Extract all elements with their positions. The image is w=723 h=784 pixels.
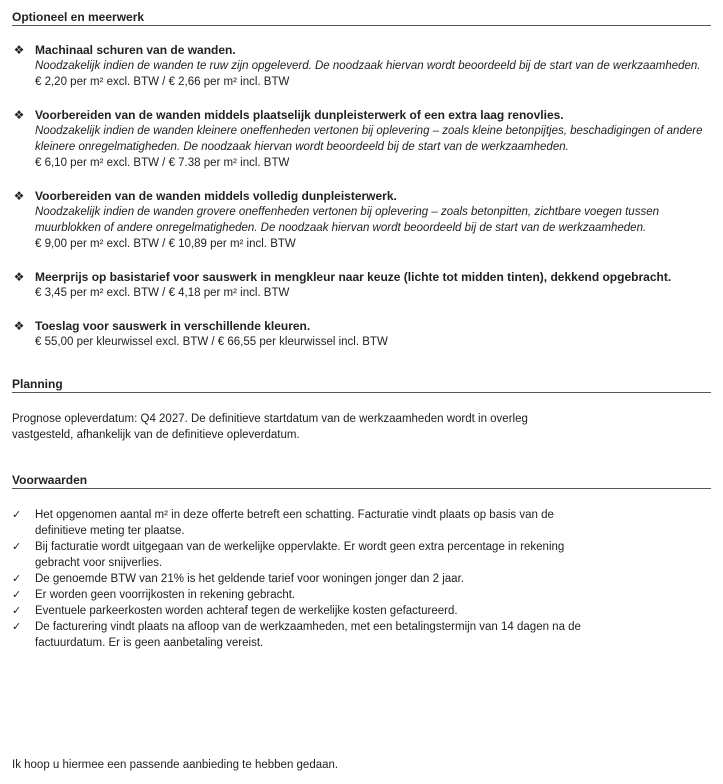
- diamond-bullet-icon: ❖: [13, 189, 25, 203]
- option-title: Toeslag voor sauswerk in verschillende kleuren.: [35, 319, 311, 333]
- condition-item: [12, 587, 711, 603]
- condition-text: Het opgenomen aantal m² in deze offerte betreft een schatting. Facturatie vindt plaats op basis van de definitieve meting ter plaatse.: [35, 509, 554, 537]
- option-title: Meerprijs op basistarief voor sauswerk in mengkleur naar keuze (lichte tot midden tinten), dekkend opgebracht.: [35, 270, 672, 284]
- condition-item: [12, 603, 711, 619]
- checkmark-icon: ✓: [12, 621, 22, 633]
- option-title: Voorbereiden van de wanden middels volledig dunpleisterwerk.: [35, 189, 397, 203]
- option-title: Voorbereiden van de wanden middels plaatselijk dunpleisterwerk of een extra laag renovlies.: [35, 108, 564, 122]
- condition-item: [12, 619, 711, 651]
- checkmark-icon: ✓: [12, 573, 22, 585]
- option-note: Noodzakelijk indien de wanden te ruw zijn opgeleverd. De noodzaak hiervan wordt beoordeeld bij de start van de werkzaamheden.: [35, 60, 701, 72]
- checkmark-icon: ✓: [12, 589, 22, 601]
- planning-heading: Planning: [12, 367, 711, 393]
- planning-section: [12, 367, 711, 443]
- condition-text: Eventuele parkeerkosten worden achteraf tegen de werkelijke kosten gefactureerd.: [35, 605, 458, 617]
- condition-text: De genoemde BTW van 21% is het geldende tarief voor woningen jonger dan 2 jaar.: [35, 573, 464, 585]
- diamond-bullet-icon: ❖: [13, 43, 25, 57]
- checkmark-icon: ✓: [12, 541, 22, 553]
- checkmark-icon: ✓: [12, 605, 22, 617]
- condition-text: Bij facturatie wordt uitgegaan van de werkelijke oppervlakte. Er wordt geen extra percentage in rekening gebracht voor snijverlies.: [35, 541, 565, 569]
- conditions-section: [12, 463, 711, 651]
- condition-item: [12, 507, 711, 539]
- condition-text: De facturering vindt plaats na afloop van de werkzaamheden, met een betalingstermijn van 14 dagen na de factuurdatum. Er is geen aanbetaling vereist.: [35, 621, 581, 649]
- options-heading: Optioneel en meerwerk: [12, 0, 711, 26]
- diamond-bullet-icon: ❖: [13, 319, 25, 333]
- condition-text: Er worden geen voorrijkosten in rekening gebracht.: [35, 589, 296, 601]
- option-item: [12, 318, 711, 350]
- option-price: € 3,45 per m² excl. BTW / € 4,18 per m² incl. BTW: [35, 287, 290, 299]
- condition-item: [12, 539, 711, 571]
- option-item: [12, 42, 711, 90]
- condition-item: [12, 571, 711, 587]
- option-price: € 2,20 per m² excl. BTW / € 2,66 per m² incl. BTW: [35, 76, 290, 88]
- option-note: Noodzakelijk indien de wanden kleinere oneffenheden vertonen bij oplevering – zoals kleine betonpijtjes, beschadigingen of andere kleinere onregelmatigheden. De noodzaak hiervan wordt beoordeeld bij de start van de werkzaamheden.: [35, 125, 703, 153]
- options-list: [12, 42, 711, 350]
- closing-text: Ik hoop u hiermee een passende aanbieding te hebben gedaan.: [12, 759, 339, 771]
- diamond-bullet-icon: ❖: [13, 270, 25, 284]
- option-note: Noodzakelijk indien de wanden grovere oneffenheden vertonen bij oplevering – zoals betonpitten, zichtbare voegen tussen muurblokken of andere onregelmatigheden. De noodzaak hiervan wordt beoordeeld bij de start van de werkzaamheden.: [35, 206, 659, 234]
- conditions-list: [12, 507, 711, 651]
- option-price: € 6,10 per m² excl. BTW / € 7.38 per m² incl. BTW: [35, 157, 290, 169]
- option-price: € 9,00 per m² excl. BTW / € 10,89 per m² incl. BTW: [35, 238, 296, 250]
- option-item: [12, 269, 711, 301]
- option-price: € 55,00 per kleurwissel excl. BTW / € 66,55 per kleurwissel incl. BTW: [35, 336, 388, 348]
- diamond-bullet-icon: ❖: [13, 108, 25, 122]
- conditions-heading: Voorwaarden: [12, 463, 711, 489]
- checkmark-icon: ✓: [12, 509, 22, 521]
- option-title: Machinaal schuren van de wanden.: [35, 43, 236, 57]
- option-item: [12, 107, 711, 171]
- option-item: [12, 188, 711, 252]
- planning-text: Prognose opleverdatum: Q4 2027. De definitieve startdatum van de werkzaamheden wordt in overleg vastgesteld, afhankelijk van de definitieve opleverdatum.: [12, 413, 528, 441]
